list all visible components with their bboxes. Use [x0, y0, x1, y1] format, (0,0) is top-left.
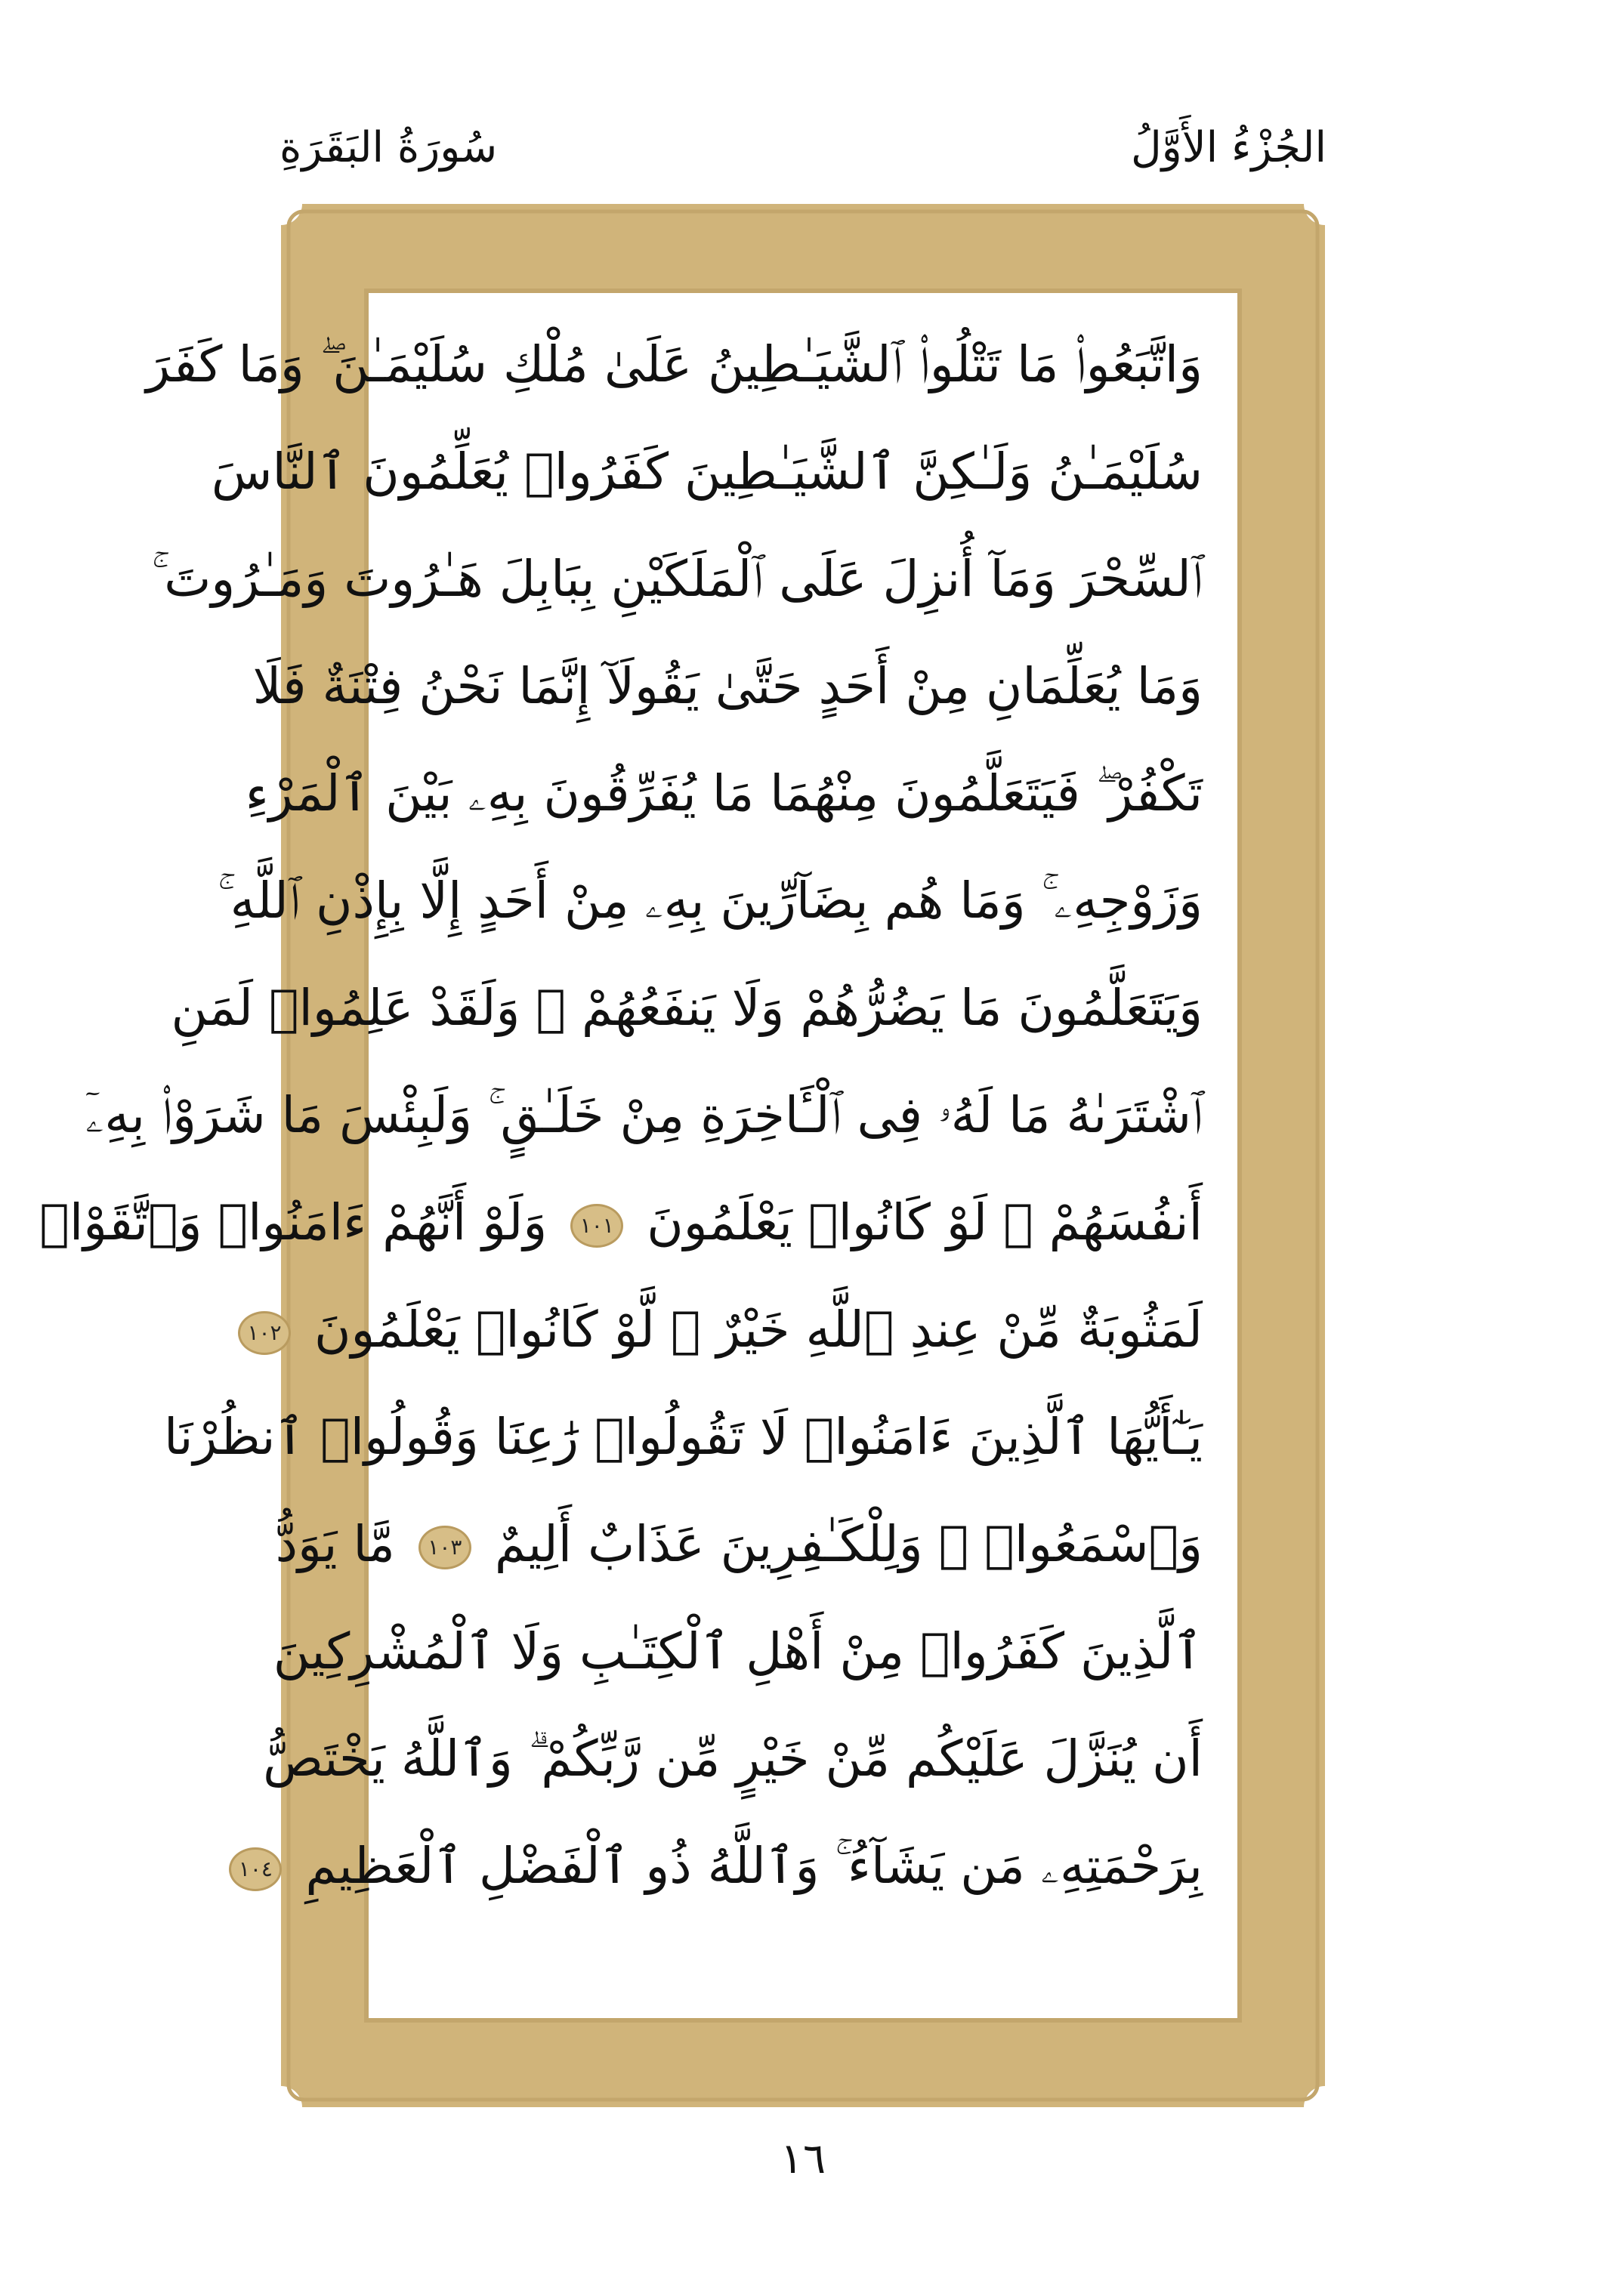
ayah-number-marker: ١٠١: [570, 1204, 623, 1248]
text-panel: [39, 289, 1242, 2023]
verse-line: أَنفُسَهُمْ ۚ لَوْ كَانُوا۟ يَعْلَمُونَ ١٠١ وَلَوْ أَنَّهُمْ ءَامَنُوا۟ وَٱتَّقَوْا۟: [39, 1193, 1203, 1251]
ayah-number-marker: ١٠٣: [418, 1526, 471, 1569]
verse-line: ٱشْتَرَىٰهُ مَا لَهُۥ فِى ٱلْـَٔاخِرَةِ مِنْ خَلَـٰقٍ ۚ وَلَبِئْسَ مَا شَرَوْا۟ بِهِۦٓ: [85, 1086, 1203, 1144]
juz-title: الجُزْءُ الأَوَّلُ: [1130, 122, 1326, 172]
verse-line: وَمَا يُعَلِّمَانِ مِنْ أَحَدٍ حَتَّىٰ يَقُولَآ إِنَّمَا نَحْنُ فِتْنَةٌ فَلَا: [252, 657, 1203, 715]
verse-line: بِرَحْمَتِهِۦ مَن يَشَآءُ ۚ وَٱللَّهُ ذُو ٱلْفَضْلِ ٱلْعَظِيمِ ١٠٤: [369, 1813, 1237, 1920]
surah-title: سُورَةُ البَقَرَةِ: [280, 122, 498, 172]
verse-line: يَـٰٓأَيُّهَا ٱلَّذِينَ ءَامَنُوا۟ لَا تَقُولُوا۟ رَٰعِنَا وَقُولُوا۟ ٱنظُرْنَا: [164, 1408, 1203, 1466]
verse-line: تَكْفُرْ ۖ فَيَتَعَلَّمُونَ مِنْهُمَا مَا يُفَرِّقُونَ بِهِۦ بَيْنَ ٱلْمَرْءِ: [245, 764, 1203, 822]
verse-line: ٱلَّذِينَ كَفَرُوا۟ مِنْ أَهْلِ ٱلْكِتَـٰبِ وَلَا ٱلْمُشْرِكِينَ: [273, 1622, 1203, 1680]
verse-line: سُلَيْمَـٰنُ وَلَـٰكِنَّ ٱلشَّيَـٰطِينَ كَفَرُوا۟ يُعَلِّمُونَ ٱلنَّاسَ: [211, 443, 1203, 501]
ayah-number-marker: ١٠٢: [238, 1311, 291, 1355]
verse-line: ٱلسِّحْرَ وَمَآ أُنزِلَ عَلَى ٱلْمَلَكَيْنِ بِبَابِلَ هَـٰرُوتَ وَمَـٰرُوتَ ۚ: [151, 550, 1203, 608]
verse-line: أَن يُنَزَّلَ عَلَيْكُم مِّنْ خَيْرٍ مِّن رَّبِّكُمْ ۗ وَٱللَّهُ يَخْتَصُّ: [263, 1730, 1203, 1788]
verse-lines: [39, 311, 1237, 1920]
verse-line: وَزَوْجِهِۦ ۚ وَمَا هُم بِضَآرِّينَ بِهِۦ مِنْ أَحَدٍ إِلَّا بِإِذْنِ ٱللَّهِ ۚ: [218, 872, 1203, 930]
ayah-number-marker: ١٠٤: [229, 1847, 282, 1891]
page-header: [280, 113, 1326, 181]
verse-line: لَمَثُوبَةٌ مِّنْ عِندِ ٱللَّهِ خَيْرٌ ۖ لَّوْ كَانُوا۟ يَعْلَمُونَ ١٠٢: [369, 1276, 1237, 1384]
page-number: ١٦: [780, 2134, 826, 2183]
verse-line: وَاتَّبَعُوا۟ مَا تَتْلُوا۟ ٱلشَّيَـٰطِينُ عَلَىٰ مُلْكِ سُلَيْمَـٰنَ ۖ وَمَا كَفَرَ: [146, 335, 1203, 393]
verse-line: وَٱسْمَعُوا۟ ۗ وَلِلْكَـٰفِرِينَ عَذَابٌ أَلِيمٌ ١٠٣ مَّا يَوَدُّ: [275, 1515, 1203, 1573]
verse-line: وَيَتَعَلَّمُونَ مَا يَضُرُّهُمْ وَلَا يَنفَعُهُمْ ۚ وَلَقَدْ عَلِمُوا۟ لَمَنِ: [171, 979, 1203, 1037]
